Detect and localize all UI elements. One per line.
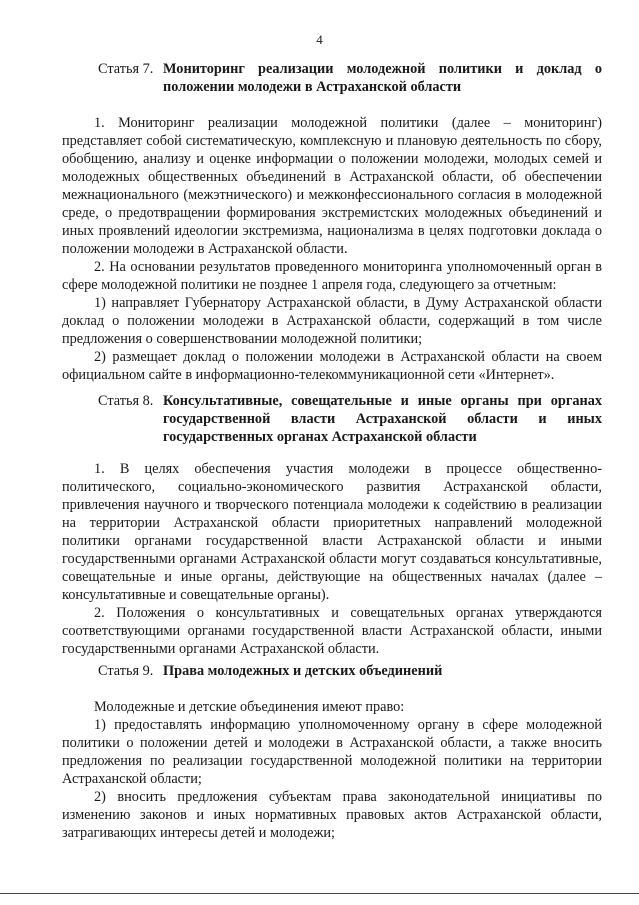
page-number: 4 bbox=[316, 32, 323, 47]
article-8-paragraph-2: 2. Положения о консультативных и совещательных органах утверждаются соответствующими органами государственной власти Астраханской области, иными государственными органами Астраханской области. bbox=[62, 605, 602, 657]
article-8-paragraph-1: 1. В целях обеспечения участия молодежи в процессе общественно-политического, социально-экономического развития Астраханской области, привлечения научного и творческого потенциала молодежи к содействию в реализации на территории Астраханской области приоритетных направлений молодежной политики органами государственной власти Астраханской области и иными государственными органами Астраханской области могут создаваться консультативные, совещательные и иные органы, действующие на общественных началах (далее – консультативные и совещательные органы). bbox=[62, 461, 602, 603]
article-9-item-1: 1) предоставлять информацию уполномоченному органу в сфере молодежной политики о положении детей и молодежи в Астраханской области, а также вносить предложения по реализации государственной молодежной политики на территории Астраханской области; bbox=[62, 717, 602, 787]
article-7-item-1: 1) направляет Губернатору Астраханской области, в Думу Астраханской области доклад о положении молодежи в Астраханской области, содержащий в том числе предложения о совершенствовании молодежной политики; bbox=[62, 295, 602, 347]
article-9-heading bbox=[62, 662, 602, 680]
article-8-title: Консультативные, совещательные и иные органы при органах государственной власти Астраханской области и иных государственных органах Астраханской области bbox=[163, 393, 602, 445]
article-9-intro: Молодежные и детские объединения имеют право: bbox=[94, 699, 405, 715]
article-7-paragraph-2: 2. На основании результатов проведенного мониторинга уполномоченный орган в сфере молодежной политики не позднее 1 апреля года, следующего за отчетным: bbox=[62, 259, 602, 293]
article-9-label: Статья 9. bbox=[98, 663, 154, 679]
article-7-item-2: 2) размещает доклад о положении молодежи в Астраханской области на своем официальном сайте в информационно-телекоммуникационной сети «Интернет». bbox=[62, 349, 602, 383]
article-7-label: Статья 7. bbox=[98, 61, 154, 77]
article-9-title: Права молодежных и детских объединений bbox=[163, 663, 443, 679]
article-8-label: Статья 8. bbox=[98, 393, 154, 409]
article-7-paragraph-1: 1. Мониторинг реализации молодежной политики (далее – мониторинг) представляет собой систематическую, комплексную и плановую деятельность по сбору, обобщению, анализу и оценке информации о положении молодежи, молодых семей и молодежных общественных объединений в Астраханской области, об обеспечении межнационального (межэтнического) и межконфессионального согласия в молодежной среде, о предотвращении формирования экстремистских молодежных объединений и иных проявлений идеологии экстремизма, национализма в целях подготовки доклада о положении молодежи в Астраханской области. bbox=[62, 115, 602, 257]
article-7-title: Мониторинг реализации молодежной политики и доклад о положении молодежи в Астраханской области bbox=[163, 61, 602, 95]
article-7-heading bbox=[62, 60, 602, 96]
article-9-item-2: 2) вносить предложения субъектам права законодательной инициативы по изменению законов и иных нормативных правовых актов Астраханской области, затрагивающих интересы детей и молодежи; bbox=[62, 789, 602, 841]
bottom-rule bbox=[0, 893, 639, 894]
article-8-heading bbox=[62, 392, 602, 446]
